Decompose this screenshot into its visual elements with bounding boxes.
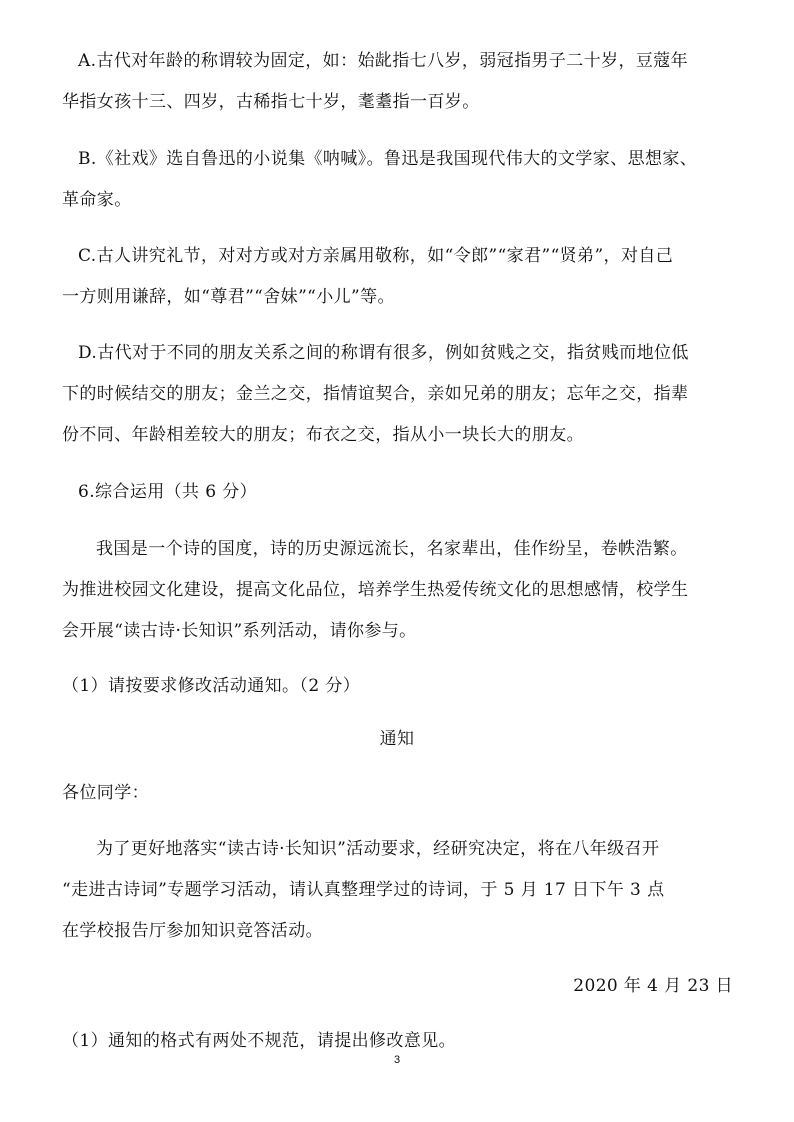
sub-question-1-task: （1）通知的格式有两处不规范，请提出修改意见。 bbox=[62, 1031, 457, 1051]
notice-title: 通知 bbox=[379, 729, 415, 749]
page-number: 3 bbox=[393, 1054, 401, 1066]
option-d-line-3: 份不同、年龄相差较大的朋友；布衣之交，指从小一块长大的朋友。 bbox=[62, 425, 584, 445]
option-d-line-1: D.古代对于不同的朋友关系之间的称谓有很多，例如贫贱之交，指贫贱而地位低 bbox=[78, 343, 689, 363]
notice-date: 2020 年 4 月 23 日 bbox=[573, 976, 733, 996]
question-6-heading: 6.综合运用（共 6 分） bbox=[78, 482, 258, 502]
notice-body-line-2: “走进古诗词”专题学习活动，请认真整理学过的诗词，于 5 月 17 日下午 3 点 bbox=[62, 880, 665, 900]
option-a-line-1: A.古代对年龄的称谓较为固定，如：始龀指七八岁，弱冠指男子二十岁，豆蔻年 bbox=[78, 51, 689, 71]
option-c-line-2: 一方则用谦辞，如“尊君”“舍妹”“小儿”等。 bbox=[62, 287, 395, 307]
intro-line-2: 为推进校园文化建设，提高文化品位，培养学生热爱传统文化的思想感情，校学生 bbox=[62, 580, 689, 600]
notice-body-line-3: 在学校报告厅参加知识竞答活动。 bbox=[62, 921, 323, 941]
option-a-line-2: 华指女孩十三、四岁，古稀指七十岁，耄耋指一百岁。 bbox=[62, 92, 480, 112]
intro-line-1: 我国是一个诗的国度，诗的历史源远流长，名家辈出，佳作纷呈，卷帙浩繁。 bbox=[96, 539, 688, 559]
option-b-line-1: B.《社戏》选自鲁迅的小说集《呐喊》。鲁迅是我国现代伟大的文学家、思想家、 bbox=[78, 149, 698, 169]
option-d-line-2: 下的时候结交的朋友；金兰之交，指情谊契合，亲如兄弟的朋友；忘年之交，指辈 bbox=[62, 384, 689, 404]
option-b-line-2: 革命家。 bbox=[62, 190, 132, 210]
sub-question-1: （1）请按要求修改活动通知。（2 分） bbox=[62, 676, 361, 696]
notice-salutation: 各位同学： bbox=[62, 783, 149, 803]
intro-line-3: 会开展“读古诗·长知识”系列活动，请你参与。 bbox=[62, 621, 417, 641]
notice-body-line-1: 为了更好地落实“读古诗·长知识”活动要求，经研究决定，将在八年级召开 bbox=[96, 839, 660, 859]
option-c-line-1: C.古人讲究礼节，对对方或对方亲属用敬称，如“令郎”“家君”“贤弟”，对自己 bbox=[78, 246, 674, 266]
